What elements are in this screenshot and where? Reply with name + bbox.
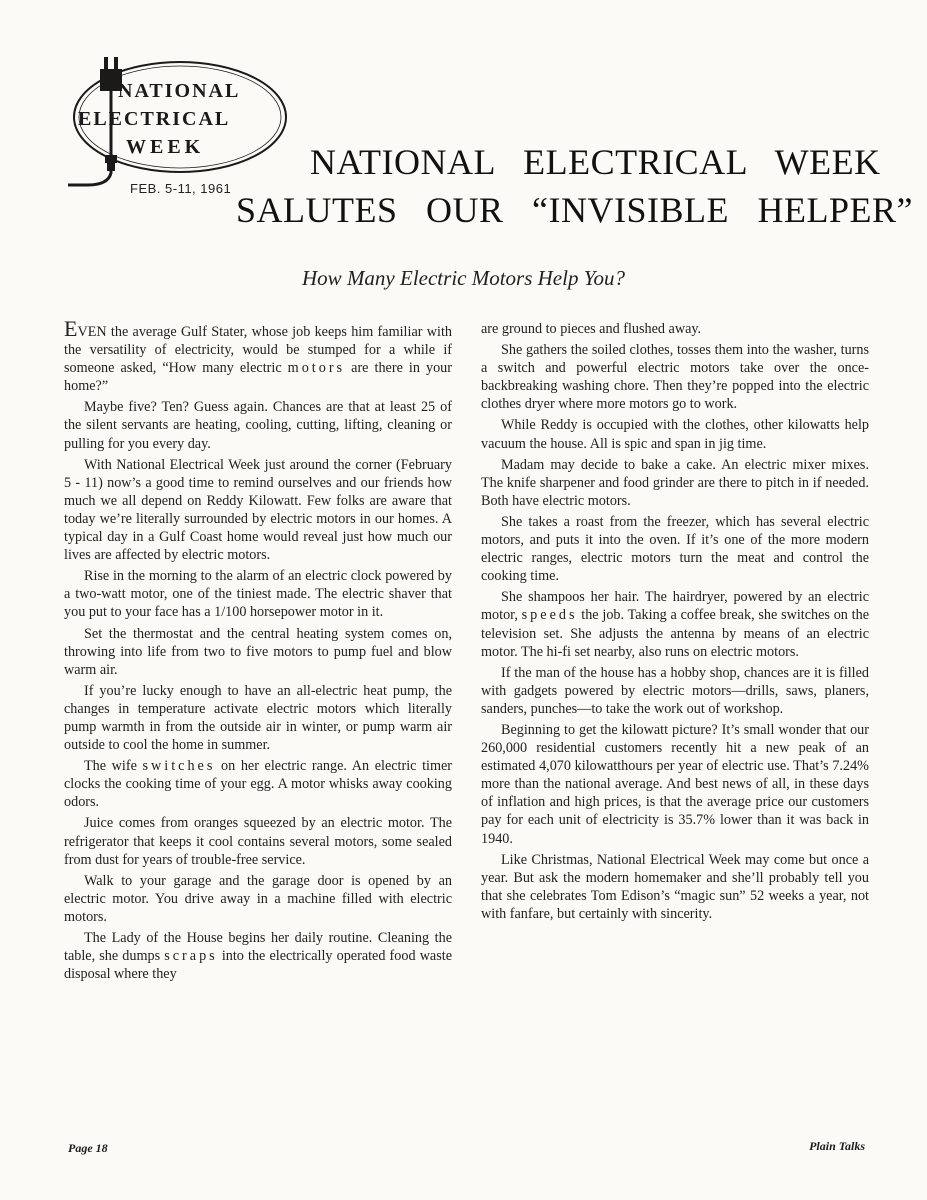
paragraph-text: She shampoos her hair. The hairdryer, powered by an electric motor,	[481, 589, 869, 624]
drop-cap: E	[64, 316, 78, 341]
logo-line-3: WEEK	[126, 136, 205, 158]
paragraph-text: are there in your home?”	[64, 360, 452, 395]
paragraph-text: on her electric range. An electric timer clocks the cooking time of your egg. A motor whisks away cooking odors.	[64, 758, 453, 811]
paragraph-text: The wife	[84, 758, 137, 775]
logo-line-1: NATIONAL	[118, 80, 241, 102]
paragraph: Beginning to get the kilowatt picture? It’s small wonder that our 260,000 residential customers recently hit a new peak of an estimated 4,070 kilowatthours per year of electric use. That’s 7.24% more than the national average. And best news of all, in these days of inflation and high prices, is that the average price our customers pay for each unit of electricity is 35.7% lower than it was back in 1940.	[481, 721, 869, 847]
logo-line-2: ELECTRICAL	[78, 108, 231, 130]
paragraph-text: VEN the average Gulf Stater, whose job keeps him familiar with the versatility of electricity, would be stumped for a while if someone asked, “How many electric	[64, 324, 452, 377]
subheading: How Many Electric Motors Help You?	[302, 266, 625, 290]
spaced-word: scraps	[164, 948, 218, 965]
paragraph: She takes a roast from the freezer, which has several electric motors, and puts it into the oven. If it’s one of the more modern electric ranges, electric motors turn the meat and control the cooking time.	[481, 513, 869, 585]
paragraph: Like Christmas, National Electrical Week may come but once a year. But ask the modern homemaker and she’ll probably tell you that she celebrates Tom Edison’s “magic sun” 52 weeks a year, not with fanfare, but certainly with sincerity.	[481, 851, 869, 922]
publication-name: Plain Talks	[809, 1139, 865, 1153]
paragraph: Rise in the morning to the alarm of an electric clock powered by a two-watt motor, one of the tiniest made. The electric shaver that you put to your face has a 1/100 horsepower motor in it.	[64, 568, 452, 621]
spaced-word: speeds	[521, 607, 578, 624]
paragraph	[64, 929, 452, 983]
paragraph	[64, 316, 452, 395]
paragraph: Maybe five? Ten? Guess again. Chances are that at least 25 of the silent servants are heating, cooling, cutting, lifting, cleaning or pulling for you every day.	[64, 399, 452, 452]
paragraph: She gathers the soiled clothes, tosses them into the washer, turns a switch and powerful electric motors take over the once-backbreaking washing chore. Then they’re popped into the electric clothes dryer where more motors go to work.	[481, 342, 869, 413]
paragraph: With National Electrical Week just around the corner (February 5 - 11) now’s a good time to remind ourselves and our friends how much we all depend on Reddy Kilowatt. Few folks are aware that today we’re literally surrounded by electric motors in our homes. A typical day in a Gulf Coast home would reveal just how much our lives are affected by electric motors.	[64, 456, 452, 564]
article-left-column	[64, 316, 453, 986]
headline-line-1: NATIONAL ELECTRICAL WEEK	[310, 142, 881, 182]
headline-line-2: SALUTES OUR “INVISIBLE HELPER”	[236, 190, 913, 230]
paragraph: Juice comes from oranges squeezed by an electric motor. The refrigerator that keeps it cool contains several motors, some sealed from dust for years of trouble-free service.	[64, 815, 452, 868]
paragraph: While Reddy is occupied with the clothes, other kilowatts help vacuum the house. All is spic and span in jig time.	[481, 417, 869, 452]
spaced-word: switches	[142, 758, 216, 775]
paragraph	[481, 588, 869, 660]
paragraph: Set the thermostat and the central heating system comes on, throwing into life from two to five motors to pump fuel and blow warm air.	[64, 625, 452, 678]
spaced-word: motors	[287, 360, 346, 377]
paragraph: If you’re lucky enough to have an all-electric heat pump, the changes in temperature activate electric motors which literally pump warmth in from the outside air in winter, or pump warm air outside to cool the home in summer.	[64, 682, 452, 754]
paragraph-text: the job. Taking a coffee break, she switches on the television set. She adjusts the antenna by means of an electric motor. The hi-fi set nearby, also runs on electric motors.	[481, 607, 869, 660]
paragraph-text: into the electrically operated food waste disposal where they	[64, 948, 452, 983]
paragraph: are ground to pieces and flushed away.	[481, 321, 702, 337]
page-number: Page 18	[68, 1141, 108, 1155]
logo-date: FEB. 5-11, 1961	[130, 181, 232, 196]
paragraph: Madam may decide to bake a cake. An electric mixer mixes. The knife sharpener and food grinder are there to pitch in if needed. Both have electric motors.	[481, 456, 869, 509]
article-right-column	[481, 320, 869, 926]
paragraph-text: The Lady of the House begins her daily routine. Cleaning the table, she dumps	[64, 930, 452, 965]
paragraph: If the man of the house has a hobby shop, chances are it is filled with gadgets powered by electric motors—drills, saws, planers, sanders, punches—to take the work out of workshop.	[481, 664, 869, 717]
paragraph: Walk to your garage and the garage door is opened by an electric motor. You drive away in a machine filled with electric motors.	[64, 872, 452, 925]
paragraph	[64, 757, 452, 811]
